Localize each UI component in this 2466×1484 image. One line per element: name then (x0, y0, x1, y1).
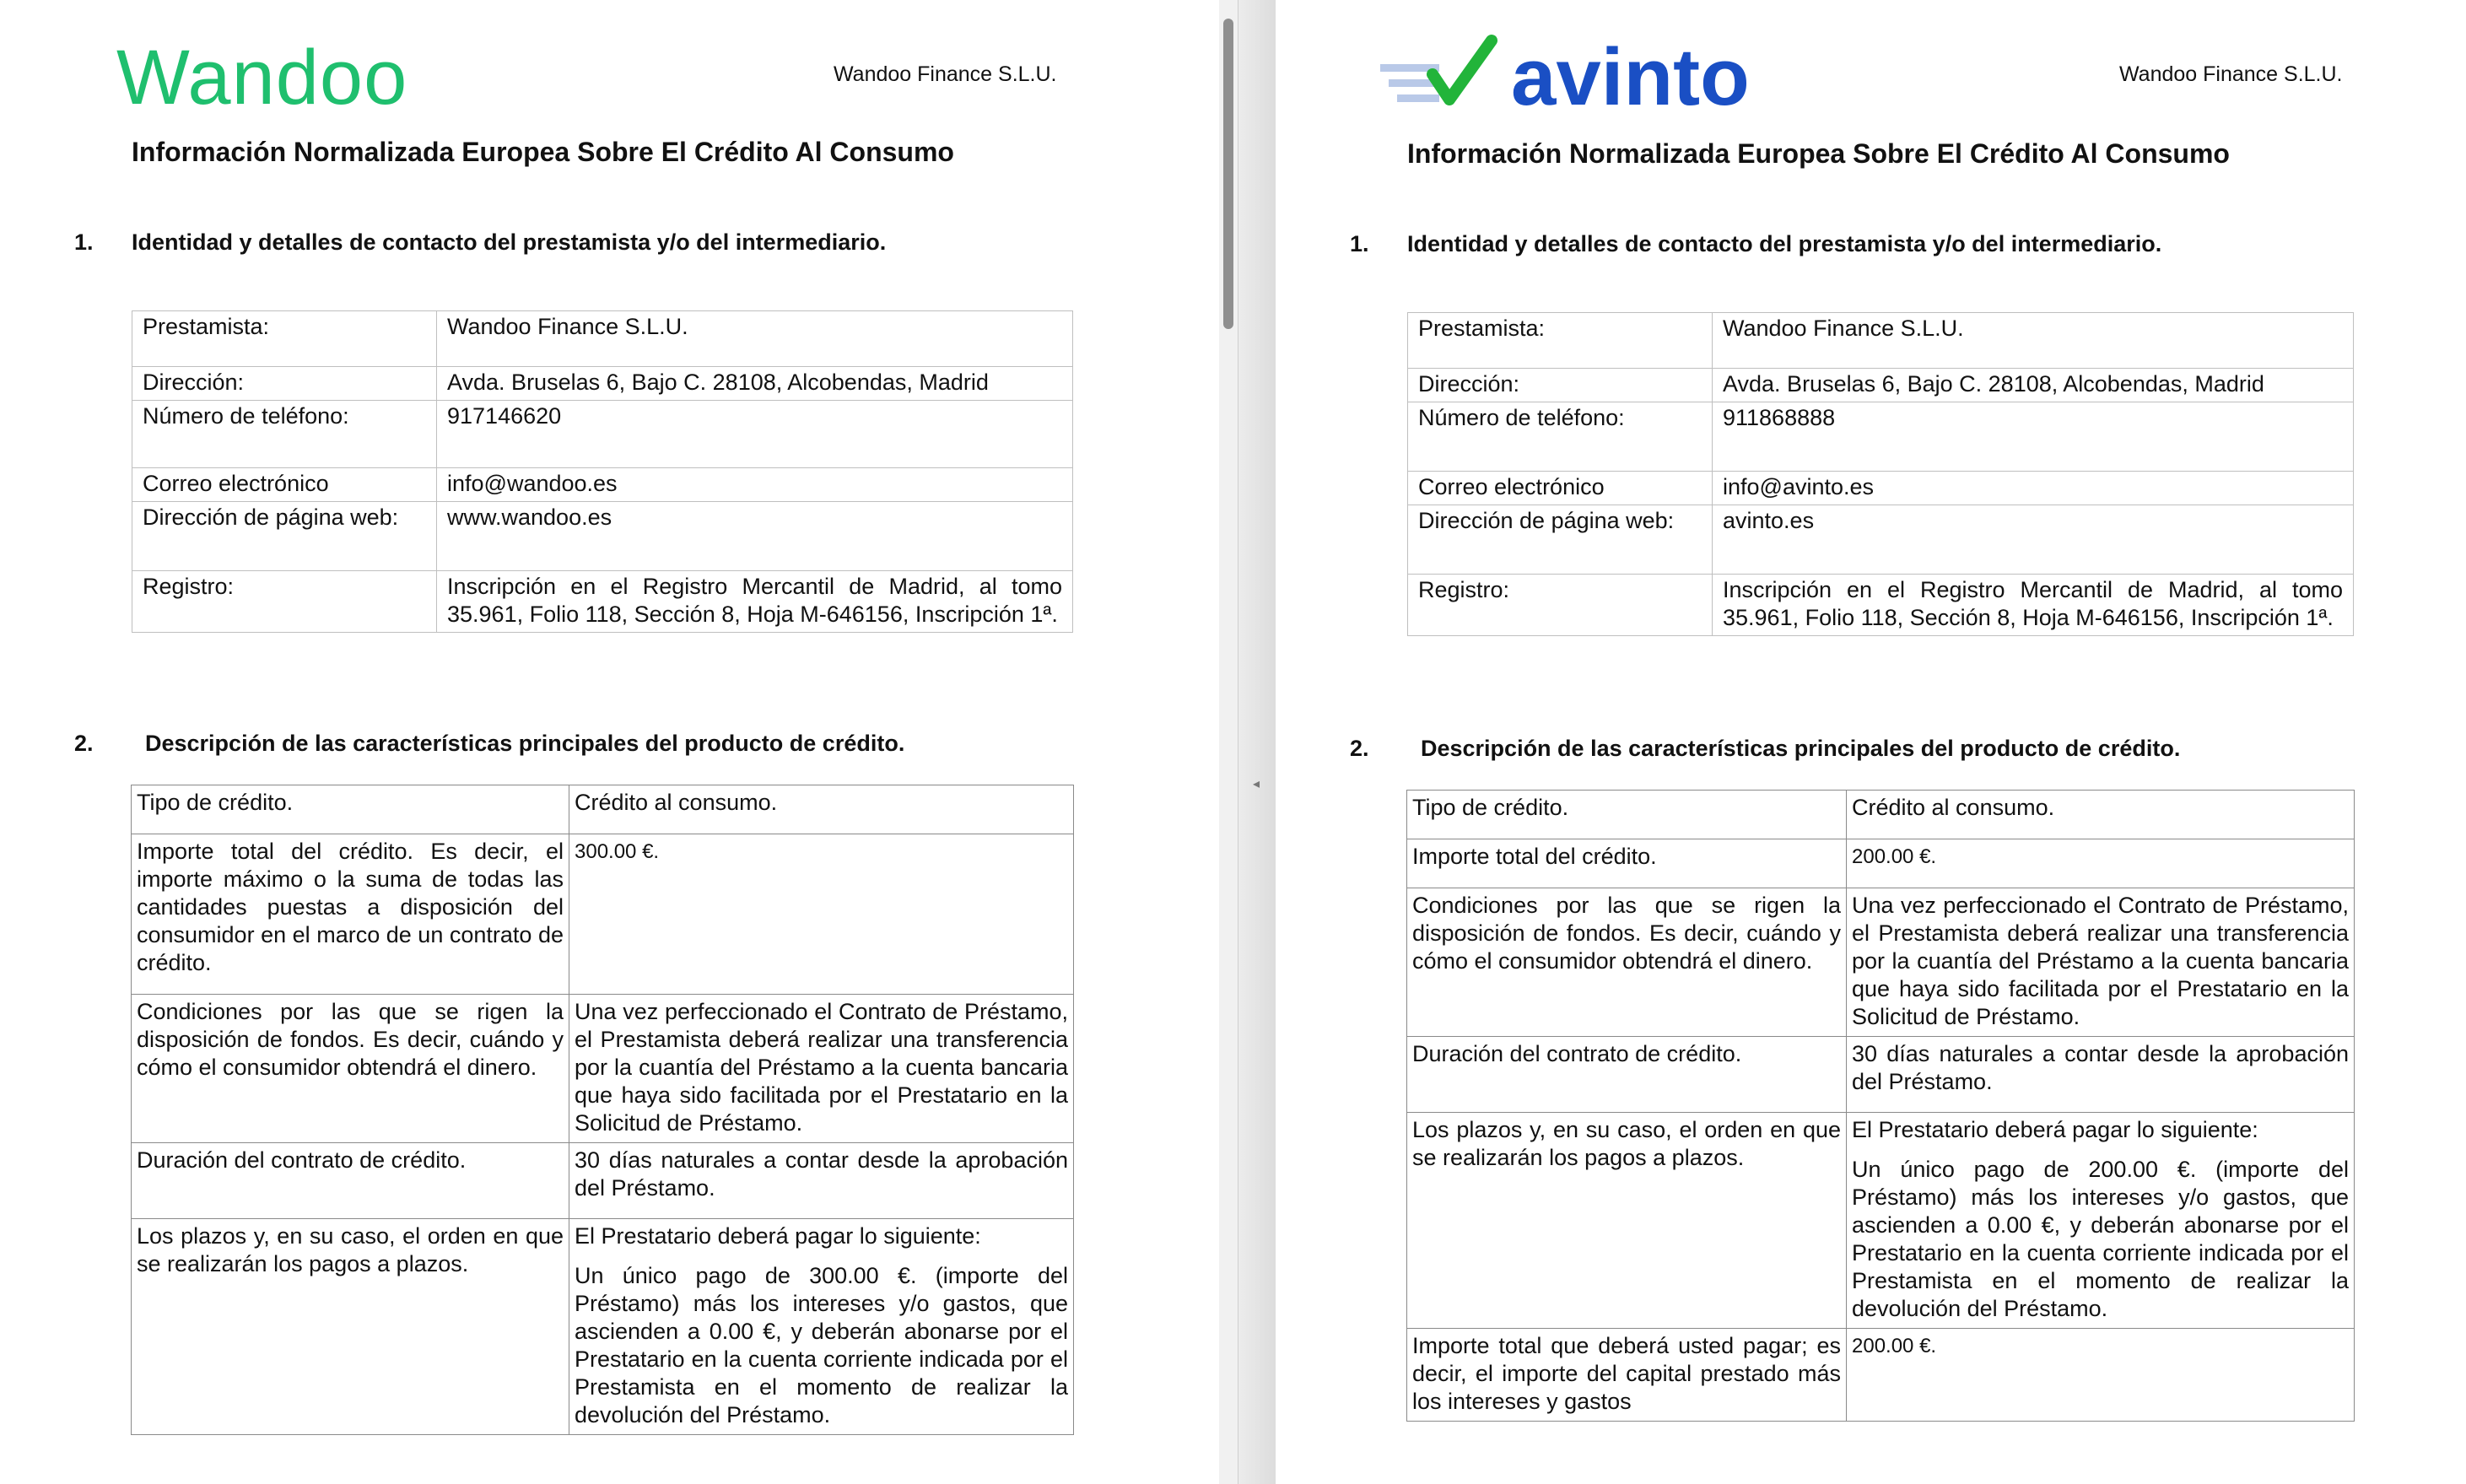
table-row (132, 1219, 1074, 1435)
table-row (132, 311, 1073, 367)
contact-value: www.wandoo.es (437, 502, 1073, 571)
contact-table (132, 310, 1073, 633)
left-page (0, 0, 1219, 1484)
document-title: Información Normalizada Europea Sobre El Crédito Al Consumo (1407, 138, 2230, 169)
product-value: 200.00 €. (1847, 1329, 2355, 1422)
section-title: Descripción de las características principales del producto de crédito. (145, 731, 905, 756)
product-label: Importe total del crédito. (1407, 839, 1847, 888)
table-row (132, 785, 1074, 834)
product-label: Tipo de crédito. (132, 785, 569, 834)
product-table (1406, 790, 2355, 1422)
scrollbar-thumb[interactable] (1223, 19, 1233, 329)
product-label: Duración del contrato de crédito. (1407, 1037, 1847, 1113)
checkmark-icon (1380, 40, 1492, 102)
product-value-paragraph: Un único pago de 300.00 €. (importe del Préstamo) más los intereses y/o gastos, que ascienden a 0.00 €, y deberán abonarse por el Prestatario en la cuenta corriente indicada por el Prestamista en el momento de realizar la devolución del Préstamo. (575, 1263, 1068, 1427)
table-row (132, 995, 1074, 1143)
table-row (1408, 472, 2354, 505)
contact-value: info@wandoo.es (437, 468, 1073, 502)
contact-table (1407, 312, 2354, 636)
product-value-line: El Prestatario deberá pagar lo siguiente: (1852, 1117, 2258, 1142)
table-row (132, 468, 1073, 502)
section-number: 1. (1350, 231, 1369, 256)
table-row (1408, 369, 2354, 402)
contact-label: Correo electrónico (132, 468, 437, 502)
section-title: Descripción de las características principales del producto de crédito. (1421, 736, 2181, 761)
contact-label: Prestamista: (132, 311, 437, 367)
table-row (1407, 1113, 2355, 1329)
product-value: Crédito al consumo. (569, 785, 1074, 834)
company-header: Wandoo Finance S.L.U. (834, 62, 1057, 86)
table-row (132, 571, 1073, 633)
table-row (1407, 888, 2355, 1037)
contact-value: Wandoo Finance S.L.U. (1713, 313, 2354, 369)
product-table (131, 785, 1074, 1435)
contact-value: Inscripción en el Registro Mercantil de Madrid, al tomo 35.961, Folio 118, Sección 8, Hoja M-646156, Inscripción 1ª. (437, 571, 1073, 633)
table-row (1408, 313, 2354, 369)
product-value-paragraph: Un único pago de 200.00 €. (importe del Préstamo) más los intereses y/o gastos, que ascienden a 0.00 €, y deberán abonarse por el Prestatario en la cuenta corriente indicada por el Prestamista en el momento de realizar la devolución del Préstamo. (1852, 1157, 2349, 1321)
product-label: Los plazos y, en su caso, el orden en que se realizarán los pagos a plazos. (1407, 1113, 1847, 1329)
product-value: Una vez perfeccionado el Contrato de Préstamo, el Prestamista deberá realizar una transferencia por la cuantía del Préstamo a la cuenta bancaria que haya sido facilitada por el Prestatario en la Solicitud de Préstamo. (569, 995, 1074, 1143)
right-document-pane[interactable] (1276, 0, 2466, 1484)
table-row (132, 367, 1073, 401)
table-row (1407, 1037, 2355, 1113)
svg-text:avinto: avinto (1511, 32, 1750, 116)
svg-text:Wandoo: Wandoo (116, 40, 408, 116)
product-label: Duración del contrato de crédito. (132, 1143, 569, 1219)
section-number: 2. (1350, 736, 1369, 761)
contact-label: Registro: (132, 571, 437, 633)
section-title: Identidad y detalles de contacto del prestamista y/o del intermediario. (1407, 231, 2162, 256)
contact-value: 911868888 (1713, 402, 2354, 472)
contact-label: Correo electrónico (1408, 472, 1713, 505)
collapse-left-icon[interactable]: ◂ (1252, 777, 1260, 791)
product-value: Una vez perfeccionado el Contrato de Préstamo, el Prestamista deberá realizar una transferencia por la cuantía del Préstamo a la cuenta bancaria que haya sido facilitada por el Prestatario en la Solicitud de Préstamo. (1847, 888, 2355, 1037)
table-row (1407, 1329, 2355, 1422)
contact-label: Dirección de página web: (132, 502, 437, 571)
contact-label: Número de teléfono: (132, 401, 437, 468)
product-label: Tipo de crédito. (1407, 791, 1847, 839)
product-label: Condiciones por las que se rigen la disposición de fondos. Es decir, cuándo y cómo el consumidor obtendrá el dinero. (1407, 888, 1847, 1037)
table-row (1408, 575, 2354, 636)
product-label: Los plazos y, en su caso, el orden en que se realizarán los pagos a plazos. (132, 1219, 569, 1435)
product-value: 200.00 €. (1847, 839, 2355, 888)
right-page (1276, 0, 2466, 1484)
section-title: Identidad y detalles de contacto del prestamista y/o del intermediario. (132, 229, 887, 255)
product-value (569, 1219, 1074, 1435)
contact-label: Registro: (1408, 575, 1713, 636)
pane-splitter[interactable] (1238, 0, 1277, 1484)
contact-value: avinto.es (1713, 505, 2354, 575)
contact-value: info@avinto.es (1713, 472, 2354, 505)
contact-label: Dirección: (1408, 369, 1713, 402)
table-row (1408, 505, 2354, 575)
contact-label: Prestamista: (1408, 313, 1713, 369)
table-row (132, 834, 1074, 995)
contact-label: Número de teléfono: (1408, 402, 1713, 472)
section-number: 1. (74, 229, 94, 255)
avinto-logo (1380, 32, 1819, 116)
contact-label: Dirección de página web: (1408, 505, 1713, 575)
contact-value: Avda. Bruselas 6, Bajo C. 28108, Alcobendas, Madrid (1713, 369, 2354, 402)
table-row (1408, 402, 2354, 472)
product-value-line: El Prestatario deberá pagar lo siguiente: (575, 1223, 981, 1249)
table-row (1407, 839, 2355, 888)
left-document-pane[interactable] (0, 0, 1219, 1484)
product-value: 300.00 €. (569, 834, 1074, 995)
table-row (132, 502, 1073, 571)
contact-value: Wandoo Finance S.L.U. (437, 311, 1073, 367)
product-label: Importe total del crédito. Es decir, el importe máximo o la suma de todas las cantidades puestas a disposición del consumidor en el marco de un contrato de crédito. (132, 834, 569, 995)
section-number: 2. (74, 731, 94, 756)
product-value: 30 días naturales a contar desde la aprobación del Préstamo. (569, 1143, 1074, 1219)
product-value (1847, 1113, 2355, 1329)
table-row (132, 401, 1073, 468)
contact-value: Inscripción en el Registro Mercantil de Madrid, al tomo 35.961, Folio 118, Sección 8, Hoja M-646156, Inscripción 1ª. (1713, 575, 2354, 636)
product-label: Condiciones por las que se rigen la disposición de fondos. Es decir, cuándo y cómo el consumidor obtendrá el dinero. (132, 995, 569, 1143)
contact-label: Dirección: (132, 367, 437, 401)
contact-value: Avda. Bruselas 6, Bajo C. 28108, Alcobendas, Madrid (437, 367, 1073, 401)
table-row (1407, 791, 2355, 839)
wandoo-logo (116, 40, 437, 116)
product-label: Importe total que deberá usted pagar; es decir, el importe del capital prestado más los intereses y gastos (1407, 1329, 1847, 1422)
product-value: 30 días naturales a contar desde la aprobación del Préstamo. (1847, 1037, 2355, 1113)
product-value: Crédito al consumo. (1847, 791, 2355, 839)
table-row (132, 1143, 1074, 1219)
document-title: Información Normalizada Europea Sobre El Crédito Al Consumo (132, 137, 954, 167)
contact-value: 917146620 (437, 401, 1073, 468)
company-header: Wandoo Finance S.L.U. (2119, 62, 2343, 86)
